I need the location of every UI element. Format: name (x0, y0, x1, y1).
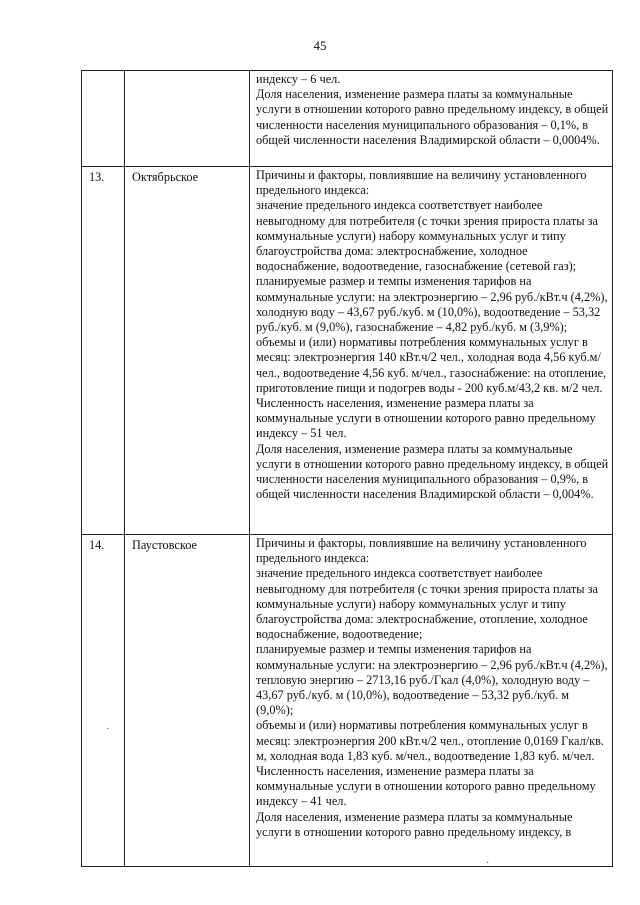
municipality-name: Паустовское (125, 535, 250, 867)
description-paragraph: индексу – 6 чел. (256, 72, 341, 86)
description-paragraph: Доля населения, изменение размера платы за коммунальные услуги в отношении которого равно предельному индексу, в (256, 809, 573, 839)
description-paragraph: Доля населения, изменение размера платы за коммунальные услуги в отношении которого равно предельному индексу, в общей численности населения муниципального образования – 0,1%, в общей численности населения Владимирской области – 0,0004%. (256, 87, 609, 147)
description-paragraph: значение предельного индекса соответствует наиболее невыгодному для потребителя (с точки зрения прироста платы за коммунальные услуги) набору коммунальных услуг и типу благоустройства дома: электроснабжение, отопление, холодное водоснабжение, водоотведение; (256, 566, 598, 642)
scan-speck: · (486, 858, 490, 869)
description-paragraph: Доля населения, изменение размера платы за коммунальные услуги в отношении которого равно предельному индексу, в общей численности населения муниципального образования – 0,9%, в общей численности населения Владимирской области – 0,004%. (256, 441, 609, 502)
description-paragraph: планируемые размер и темпы изменения тарифов на коммунальные услуги: на электроэнергию – 2,96 руб./кВт.ч (4,2%), холодную воду – 43,67 руб./куб. м (10,0%), водоотведение – 53,32 руб./куб. м (9,0%), газоснабжение – 4,82 руб./куб. м (3,9%); (256, 274, 608, 335)
description-paragraph: объемы и (или) нормативы потребления коммунальных услуг в месяц: электроэнергия 140 кВт.ч/2 чел., холодная вода 4,56 куб.м/чел., водоотведение 4,56 куб. м/чел., газоснабжение: на отопление, приготовление пищи и подогрев воды - 200 куб.м/43,2 кв. м/2 чел. (256, 335, 607, 395)
table-row (82, 167, 613, 535)
municipality-name: Октябрьское (125, 167, 250, 535)
row-description (250, 71, 613, 167)
description-paragraph: объемы и (или) нормативы потребления коммунальных услуг в месяц: электроэнергия 200 кВт.ч/2 чел., отопление 0,0169 Гкал/кв. м, холодная вода 1,83 куб. м/чел., водоотведение 1,83 куб. м/чел. (256, 718, 605, 763)
description-paragraph: Причины и факторы, повлиявшие на величину установленного предельного индекса: (256, 168, 587, 198)
table-row (82, 535, 613, 867)
municipality-name (125, 71, 250, 167)
description-paragraph: Численность населения, изменение размера платы за коммунальные услуги в отношении которого равно предельному индексу – 51 чел. (256, 396, 596, 441)
table-row (82, 71, 613, 167)
row-description (250, 535, 613, 867)
row-number: 14. (82, 535, 125, 867)
description-paragraph: Причины и факторы, повлиявшие на величину установленного предельного индекса: (256, 536, 587, 566)
description-paragraph: значение предельного индекса соответствует наиболее невыгодному для потребителя (с точки зрения прироста платы за коммунальные услуги) набору коммунальных услуг и типу благоустройства дома: электроснабжение, холодное водоснабжение, водоотведение, газоснабжение (сетевой газ); (256, 198, 598, 274)
indices-table (81, 70, 613, 867)
row-description (250, 167, 613, 535)
row-number: 13. (82, 167, 125, 535)
page-number: 45 (313, 38, 327, 53)
scan-speck: · (106, 724, 110, 735)
description-paragraph: Численность населения, изменение размера платы за коммунальные услуги в отношении которого равно предельному индексу – 41 чел. (256, 764, 596, 809)
description-paragraph: планируемые размер и темпы изменения тарифов на коммунальные услуги: на электроэнергию – 2,96 руб./кВт.ч (4,2%), тепловую энергию – 2713,16 руб./Гкал (4,0%), холодную воду – 43,67 руб./куб. м (10,0%), водоотведение – 53,32 руб./куб. м (9,0%); (256, 642, 608, 718)
row-number (82, 71, 125, 167)
